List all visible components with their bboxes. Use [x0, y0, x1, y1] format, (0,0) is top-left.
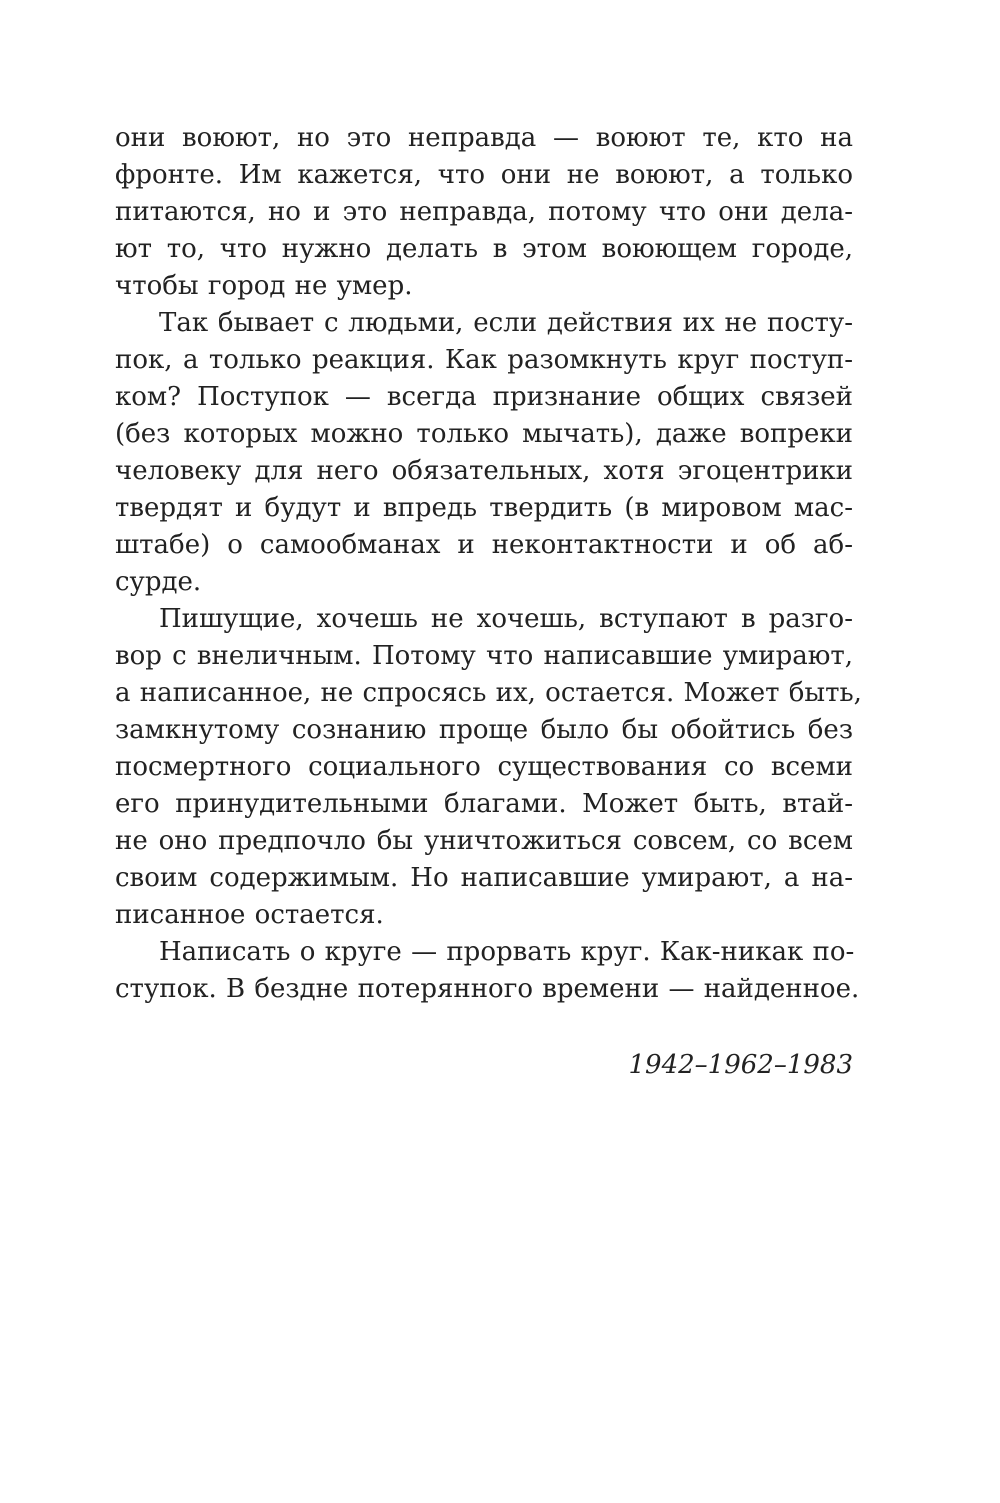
text-line: замкнутому сознанию проще было бы обойтись без: [115, 715, 853, 745]
text-line: не оно предпочло бы уничтожиться совсем, со всем: [115, 826, 853, 856]
text-line: фронте. Им кажется, что они не воюют, а только: [115, 160, 853, 190]
text-line: сурде.: [115, 567, 202, 597]
text-line: пок, а только реакция. Как разомкнуть круг поступ-: [115, 345, 853, 375]
text-line: чтобы город не умер.: [115, 271, 413, 301]
text-line: вор с внеличным. Потому что написавшие умирают,: [115, 641, 853, 671]
text-line: Пишущие, хочешь не хочешь, вступают в разго-: [159, 604, 853, 634]
text-line: человеку для него обязательных, хотя эгоцентрики: [115, 456, 853, 486]
text-line: Написать о круге — прорвать круг. Как-никак по-: [159, 937, 855, 967]
text-line: а написанное, не спросясь их, остается. Может быть,: [115, 678, 862, 708]
dateline: 1942–1962–1983: [628, 1050, 853, 1080]
text-line: твердят и будут и впредь твердить (в мировом мас-: [115, 493, 853, 523]
text-line: ком? Поступок — всегда признание общих связей: [115, 382, 853, 412]
text-line: ступок. В бездне потерянного времени — найденное.: [115, 974, 860, 1004]
text-line: ют то, что нужно делать в этом воюющем городе,: [115, 234, 853, 264]
text-line: Так бывает с людьми, если действия их не посту-: [159, 308, 853, 338]
text-line: они воюют, но это неправда — воюют те, кто на: [115, 123, 853, 153]
text-line: питаются, но и это неправда, потому что они дела-: [115, 197, 853, 227]
body-text: [115, 120, 862, 1008]
text-line: писанное остается.: [115, 900, 384, 930]
text-line: его принудительными благами. Может быть, втай-: [115, 789, 853, 819]
text-line: посмертного социального существования со всеми: [115, 752, 853, 782]
text-line: штабе) о самообманах и неконтактности и об аб-: [115, 530, 853, 560]
text-line: своим содержимым. Но написавшие умирают, а на-: [115, 863, 853, 893]
text-line: (без которых можно только мычать), даже вопреки: [115, 419, 853, 449]
